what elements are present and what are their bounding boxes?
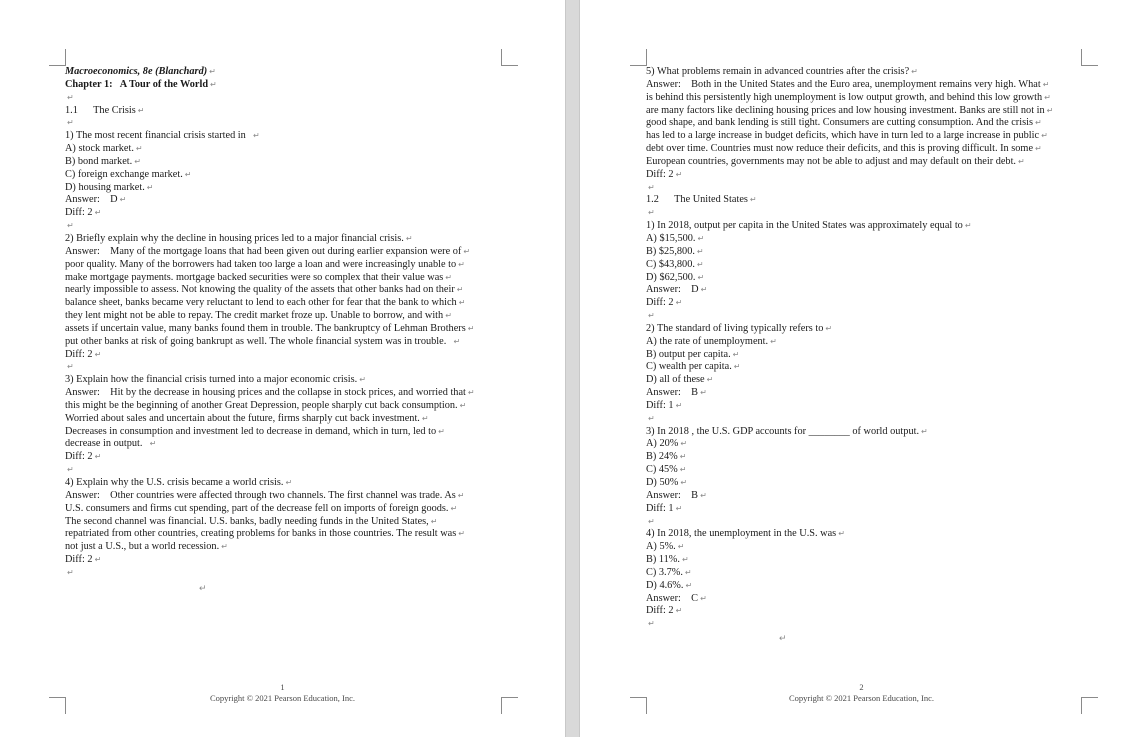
text-line <box>65 336 505 349</box>
paragraph-mark: ↵ <box>285 478 293 487</box>
paragraph-mark: ↵ <box>679 465 687 475</box>
paragraph-mark: ↵ <box>684 567 692 577</box>
paragraph-mark: ↵ <box>209 67 216 76</box>
text-line <box>65 79 505 92</box>
line-text: good shape, and bank lending is still tight. Consumers are cutting consumption. And the crisis <box>646 117 1033 129</box>
line-text: 3) In 2018 , the U.S. GDP accounts for ________ of world output. <box>646 425 920 437</box>
text-line <box>65 130 505 143</box>
text-line <box>65 323 505 336</box>
text-line <box>65 438 505 451</box>
text-line <box>65 92 505 105</box>
paragraph-mark: ↵ <box>1046 105 1054 115</box>
paragraph-mark: ↵ <box>94 208 102 218</box>
text-line <box>65 105 505 118</box>
text-line <box>65 259 505 272</box>
text-line <box>646 105 1080 118</box>
line-text: D) housing market. <box>65 181 145 193</box>
paragraph-mark: ↵ <box>94 555 102 565</box>
text-line <box>65 246 505 259</box>
text-line <box>646 400 1080 413</box>
text-line <box>646 490 1080 503</box>
line-text: Diff: 2 <box>65 348 93 360</box>
paragraph-mark: ↵ <box>135 144 143 154</box>
line-text: has led to a large increase in budget deficits, which have in turn led to a large increase in public <box>646 130 1040 142</box>
text-line <box>65 567 505 580</box>
line-text: A) the rate of unemployment. <box>646 335 769 347</box>
pilcrow-mark: ↵ <box>779 633 787 643</box>
text-line <box>65 387 505 400</box>
paragraph-mark: ↵ <box>459 400 467 410</box>
text-line <box>65 297 505 310</box>
line-text: C) 45% <box>646 464 678 476</box>
paragraph-mark: ↵ <box>838 529 845 539</box>
line-text: D) 4.6%. <box>646 579 684 591</box>
text-line <box>646 182 1080 195</box>
paragraph-mark: ↵ <box>921 426 928 436</box>
line-text: Diff: 1 <box>646 502 674 514</box>
line-text: this might be the beginning of another Great Depression, people sharply cut back consumption. <box>65 399 458 411</box>
paragraph-mark: ↵ <box>825 323 833 333</box>
paragraph-mark: ↵ <box>700 285 708 295</box>
paragraph-mark: ↵ <box>696 246 704 256</box>
paragraph-mark: ↵ <box>677 542 685 552</box>
paragraph-mark: ↵ <box>648 182 655 192</box>
line-text: Answer: Many of the mortgage loans that had been given out during earlier expansion were of <box>65 245 462 257</box>
line-text: 1.2 The United States <box>646 194 748 206</box>
paragraph-mark: ↵ <box>1041 131 1048 141</box>
text-line <box>646 528 1080 541</box>
text-line <box>646 233 1080 246</box>
document-page-2[interactable] <box>580 0 1143 737</box>
text-line <box>646 92 1080 105</box>
text-line <box>646 130 1080 143</box>
text-line <box>65 284 505 297</box>
paragraph-mark: ↵ <box>675 503 683 513</box>
line-text: U.S. consumers and firms cut spending, part of the decrease fell on imports of foreign goods. <box>65 502 449 514</box>
text-line <box>646 79 1080 92</box>
line-text: A) $15,500. <box>646 232 696 244</box>
line-text: D) 50% <box>646 477 679 488</box>
text-line <box>646 464 1080 477</box>
line-text: Diff: 1 <box>646 399 674 411</box>
text-line <box>65 361 505 374</box>
pilcrow-mark: ↵ <box>199 583 207 593</box>
page-1-body-text[interactable] <box>65 66 505 580</box>
paragraph-mark: ↵ <box>685 580 693 590</box>
paragraph-mark: ↵ <box>430 516 438 526</box>
line-text: Answer: C <box>646 592 699 604</box>
text-line <box>646 503 1080 516</box>
line-text: balance sheet, banks became very reluctant to lend to each other for fear that the bank to which <box>65 297 457 309</box>
text-line <box>646 156 1080 169</box>
text-line <box>65 503 505 516</box>
paragraph-mark: ↵ <box>119 195 127 205</box>
text-line <box>65 220 505 233</box>
paragraph-mark: ↵ <box>1042 79 1050 89</box>
paragraph-mark: ↵ <box>681 555 689 565</box>
text-line <box>646 220 1080 233</box>
line-text: is behind this persistently high unemployment is low output growth, and behind this low growth <box>646 91 1043 103</box>
line-text: C) wealth per capita. <box>646 361 732 373</box>
line-text: Decreases in consumption and investment led to decrease in demand, which in turn, led to <box>65 425 437 437</box>
line-text: nearly impossible to assess. Not knowing the quality of the assets that other banks had on their <box>65 284 455 296</box>
text-line <box>65 169 505 182</box>
paragraph-mark: ↵ <box>467 388 475 398</box>
line-text: B) bond market. <box>65 155 133 167</box>
text-line <box>646 297 1080 310</box>
paragraph-mark: ↵ <box>679 452 687 462</box>
paragraph-mark: ↵ <box>648 311 655 321</box>
paragraph-mark: ↵ <box>67 465 74 475</box>
line-text: D) $62,500. <box>646 271 696 283</box>
paragraph-mark: ↵ <box>450 503 458 513</box>
text-line <box>65 66 505 79</box>
text-line <box>65 194 505 207</box>
line-text: make mortgage payments. mortgage backed securities were so complex that their value was <box>65 271 444 283</box>
text-line <box>646 143 1080 156</box>
text-line <box>65 528 505 541</box>
paragraph-mark: ↵ <box>67 362 74 372</box>
paragraph-mark: ↵ <box>911 67 918 76</box>
paragraph-mark: ↵ <box>94 452 102 462</box>
paragraph-mark: ↵ <box>146 182 154 192</box>
paragraph-mark: ↵ <box>697 233 705 243</box>
line-text: they lent might not be able to repay. The credit market froze up. Unable to borrow, and with <box>65 310 444 322</box>
line-text: Diff: 2 <box>65 451 93 463</box>
paragraph-mark: ↵ <box>137 105 145 115</box>
line-text: poor quality. Many of the borrowers had taken too large a loan and were increasingly unable to <box>65 258 457 270</box>
text-line <box>65 349 505 362</box>
line-text: Answer: B <box>646 489 699 501</box>
text-line <box>646 618 1080 631</box>
copyright-footer: Copyright © 2021 Pearson Education, Inc. <box>788 693 935 703</box>
text-line <box>646 580 1080 593</box>
paragraph-mark: ↵ <box>458 298 466 308</box>
paragraph-mark: ↵ <box>648 516 655 526</box>
paragraph-mark: ↵ <box>675 298 683 308</box>
paragraph-mark: ↵ <box>359 375 366 385</box>
paragraph-mark: ↵ <box>680 478 688 487</box>
paragraph-mark: ↵ <box>134 156 141 166</box>
line-text: not just a U.S., but a world recession. <box>65 541 220 553</box>
text-line <box>646 413 1080 426</box>
line-text: Diff: 2 <box>65 207 93 219</box>
page-number: 2 <box>859 682 864 692</box>
line-text: Answer: D <box>646 284 699 296</box>
text-line <box>65 374 505 387</box>
paragraph-mark: ↵ <box>770 336 777 346</box>
text-line <box>646 323 1080 336</box>
paragraph-mark: ↵ <box>463 246 471 256</box>
line-text: decrease in output. <box>65 438 148 450</box>
paragraph-mark: ↵ <box>700 388 707 398</box>
crop-mark-top-right <box>501 49 518 66</box>
text-line <box>65 516 505 529</box>
line-text: 1) In 2018, output per capita in the United States was approximately equal to <box>646 220 963 232</box>
paragraph-mark: ↵ <box>675 400 683 410</box>
text-line <box>646 194 1080 207</box>
text-line <box>65 541 505 554</box>
crop-mark-top-left <box>49 49 66 66</box>
text-line <box>65 554 505 567</box>
text-line <box>646 66 1080 79</box>
paragraph-mark: ↵ <box>648 619 655 629</box>
text-line <box>646 477 1080 490</box>
text-line <box>646 593 1080 606</box>
text-line <box>646 387 1080 400</box>
text-line <box>646 349 1080 362</box>
text-line <box>646 541 1080 554</box>
text-line <box>646 361 1080 374</box>
text-line <box>646 451 1080 464</box>
paragraph-mark: ↵ <box>67 118 74 128</box>
text-line <box>65 310 505 323</box>
page-number: 1 <box>280 682 285 692</box>
text-line <box>65 490 505 503</box>
paragraph-mark: ↵ <box>221 542 228 552</box>
line-text: B) 24% <box>646 451 678 463</box>
line-text: Answer: Both in the United States and the Euro area, unemployment remains very high. What <box>646 78 1041 90</box>
paragraph-mark: ↵ <box>1034 118 1042 128</box>
line-text: A) stock market. <box>65 143 134 155</box>
line-text: Answer: D <box>65 194 118 206</box>
paragraph-mark: ↵ <box>456 285 464 295</box>
paragraph-mark: ↵ <box>706 375 714 385</box>
text-line <box>646 284 1080 297</box>
paragraph-mark: ↵ <box>700 490 707 500</box>
paragraph-mark: ↵ <box>457 490 465 500</box>
paragraph-mark: ↵ <box>149 439 157 449</box>
text-line <box>646 310 1080 323</box>
line-text: Answer: Other countries were affected through two channels. The first channel was trade. As <box>65 489 456 501</box>
paragraph-mark: ↵ <box>445 311 452 321</box>
paragraph-mark: ↵ <box>438 426 445 436</box>
line-text: Diff: 2 <box>646 605 674 617</box>
text-line <box>65 233 505 246</box>
text-line <box>646 169 1080 182</box>
page-1-footer <box>0 682 565 704</box>
text-line <box>646 438 1080 451</box>
paragraph-mark: ↵ <box>964 221 972 231</box>
line-text: A) 20% <box>646 438 679 450</box>
line-text: The second channel was financial. U.S. banks, badly needing funds in the United States, <box>65 515 429 527</box>
line-text: Diff: 2 <box>646 168 674 180</box>
line-text: C) 3.7%. <box>646 566 683 578</box>
text-line <box>65 156 505 169</box>
paragraph-mark: ↵ <box>67 221 74 231</box>
line-text: B) $25,800. <box>646 245 695 257</box>
paragraph-mark: ↵ <box>184 169 192 179</box>
line-text: repatriated from other countries, creating problems for banks in those countries. The result was <box>65 528 457 540</box>
text-line <box>646 374 1080 387</box>
text-line <box>646 259 1080 272</box>
text-line <box>646 207 1080 220</box>
line-text: A) 5%. <box>646 541 676 553</box>
text-line <box>65 117 505 130</box>
line-text: B) output per capita. <box>646 348 731 360</box>
line-text: 2) Briefly explain why the decline in housing prices led to a major financial crisis. <box>65 232 404 244</box>
line-text: put other banks at risk of going bankrupt as well. The whole financial system was in trouble. <box>65 335 452 347</box>
crop-mark-top-left <box>630 49 647 66</box>
line-text: 5) What problems remain in advanced countries after the crisis? <box>646 66 910 77</box>
line-text: 1) The most recent financial crisis started in <box>65 130 251 142</box>
line-text: Answer: Hit by the decrease in housing prices and the collapse in stock prices, and worried that <box>65 387 466 399</box>
paragraph-mark: ↵ <box>421 413 429 423</box>
page-2-body-text[interactable] <box>646 66 1080 631</box>
line-text: C) foreign exchange market. <box>65 168 183 180</box>
line-text: D) all of these <box>646 374 705 386</box>
text-line <box>65 426 505 439</box>
text-line <box>646 605 1080 618</box>
paragraph-mark: ↵ <box>648 413 655 423</box>
line-text: Answer: B <box>646 387 699 399</box>
paragraph-mark: ↵ <box>67 92 74 102</box>
line-text: 3) Explain how the financial crisis turned into a major economic crisis. <box>65 374 358 386</box>
paragraph-mark: ↵ <box>732 349 740 359</box>
text-line <box>65 400 505 413</box>
paragraph-mark: ↵ <box>697 272 705 282</box>
text-line <box>646 567 1080 580</box>
line-text: 2) The standard of living typically refers to <box>646 322 824 334</box>
paragraph-mark: ↵ <box>405 233 413 243</box>
line-text: Diff: 2 <box>646 297 674 309</box>
text-line <box>65 182 505 195</box>
text-line <box>65 272 505 285</box>
paragraph-mark: ↵ <box>1044 92 1051 102</box>
line-text: C) $43,800. <box>646 258 695 270</box>
paragraph-mark: ↵ <box>675 169 683 179</box>
paragraph-mark: ↵ <box>94 349 102 359</box>
text-line <box>646 117 1080 130</box>
line-text: Worried about sales and uncertain about the future, firms sharply cut back investment. <box>65 412 420 424</box>
line-text: are many factors like declining housing prices and low housing investment. Banks are still not in <box>646 104 1045 116</box>
text-line <box>646 426 1080 439</box>
line-text: 4) Explain why the U.S. crisis became a world crisis. <box>65 477 284 488</box>
paragraph-mark: ↵ <box>1018 156 1025 166</box>
text-line <box>646 272 1080 285</box>
paragraph-mark: ↵ <box>210 79 217 89</box>
document-page-1[interactable] <box>0 0 565 737</box>
line-text: Chapter 1: A Tour of the World <box>65 78 209 90</box>
line-text: 1.1 The Crisis <box>65 104 136 116</box>
paragraph-mark: ↵ <box>445 272 452 282</box>
paragraph-mark: ↵ <box>733 362 741 372</box>
text-line <box>65 464 505 477</box>
crop-mark-top-right <box>1081 49 1098 66</box>
line-text: debt over time. Countries must now reduce their deficits, and this is proving difficult. In some <box>646 143 1034 155</box>
paragraph-mark: ↵ <box>700 593 707 603</box>
paragraph-mark: ↵ <box>696 259 704 269</box>
text-line <box>65 413 505 426</box>
line-text: assets if uncertain value, many banks found them in trouble. The bankruptcy of Lehman Brothers <box>65 322 466 334</box>
line-text: Macroeconomics, 8e (Blanchard) <box>65 66 208 77</box>
paragraph-mark: ↵ <box>458 529 465 539</box>
line-text: Diff: 2 <box>65 554 93 566</box>
text-line <box>65 143 505 156</box>
paragraph-mark: ↵ <box>453 336 461 346</box>
text-line <box>646 516 1080 529</box>
paragraph-mark: ↵ <box>749 195 757 205</box>
text-line <box>65 451 505 464</box>
paragraph-mark: ↵ <box>1035 144 1042 154</box>
page-2-footer <box>580 682 1143 704</box>
text-line <box>646 554 1080 567</box>
paragraph-mark: ↵ <box>458 259 465 269</box>
text-line <box>646 246 1080 259</box>
line-text: 4) In 2018, the unemployment in the U.S. was <box>646 528 837 540</box>
paragraph-mark: ↵ <box>648 208 655 218</box>
text-line <box>646 336 1080 349</box>
line-text: B) 11%. <box>646 554 680 566</box>
paragraph-mark: ↵ <box>680 439 688 449</box>
page-gutter <box>565 0 580 737</box>
paragraph-mark: ↵ <box>467 323 475 333</box>
copyright-footer: Copyright © 2021 Pearson Education, Inc. <box>209 693 356 703</box>
paragraph-mark: ↵ <box>252 131 260 141</box>
text-line <box>65 207 505 220</box>
paragraph-mark: ↵ <box>67 567 74 577</box>
line-text: European countries, governments may not be able to adjust and may default on their debt. <box>646 155 1017 167</box>
text-line <box>65 477 505 490</box>
paragraph-mark: ↵ <box>675 606 683 616</box>
